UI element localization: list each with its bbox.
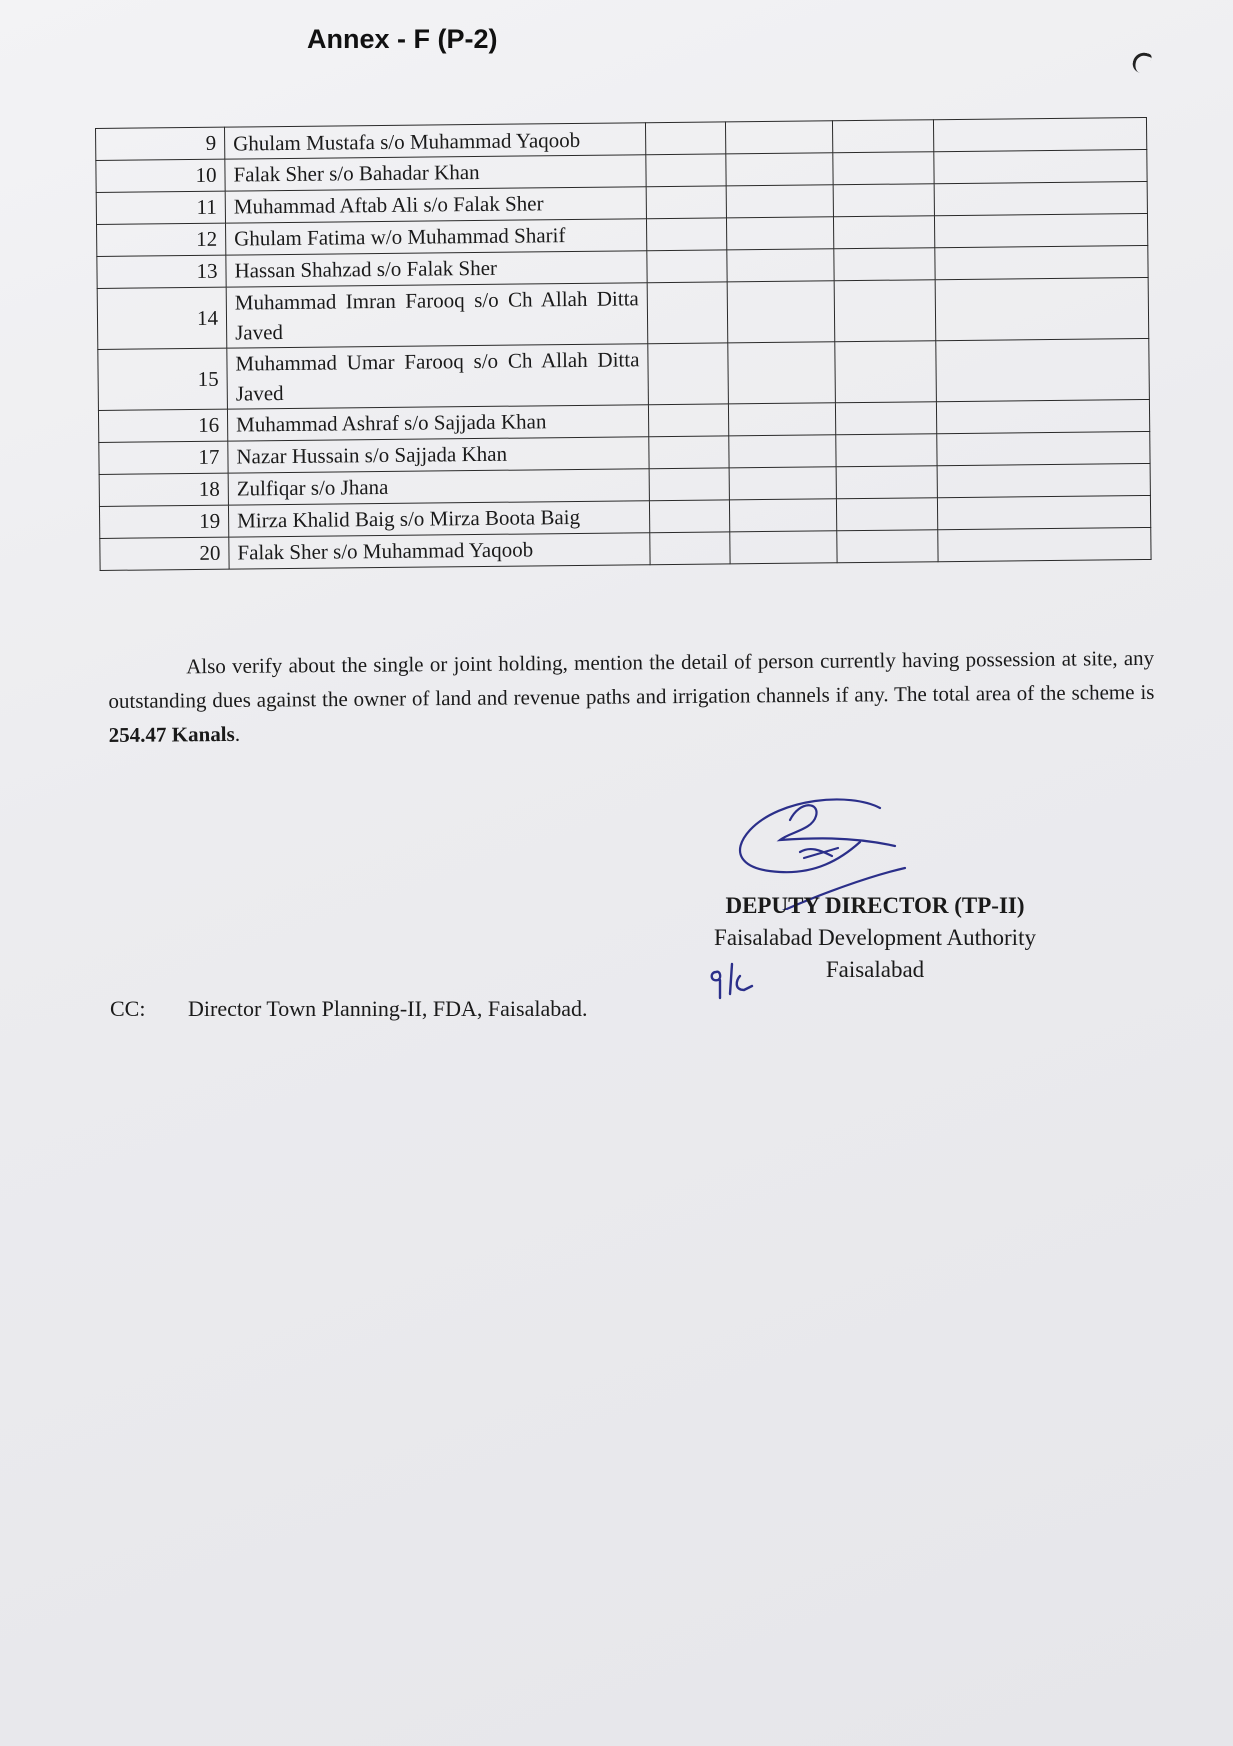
empty-cell xyxy=(647,250,727,283)
empty-cell xyxy=(726,185,833,218)
row-number: 19 xyxy=(99,505,228,538)
paragraph-end: . xyxy=(234,721,241,746)
row-number: 12 xyxy=(97,223,226,256)
table-row xyxy=(97,277,1149,349)
instruction-paragraph xyxy=(108,641,1155,752)
empty-cell xyxy=(649,500,729,533)
empty-cell xyxy=(646,154,726,187)
empty-cell xyxy=(936,338,1150,401)
owner-name: Hassan Shahzad s/o Falak Sher xyxy=(226,251,647,287)
document-title: Annex - F (P-2) xyxy=(307,24,498,54)
empty-cell xyxy=(937,431,1150,465)
empty-cell xyxy=(648,404,728,437)
organization: Faisalabad Development Authority xyxy=(714,925,1036,950)
signature-loop xyxy=(740,799,880,872)
owner-name: Nazar Hussain s/o Sajjada Khan xyxy=(228,437,649,473)
owner-name: Ghulam Fatima w/o Muhammad Sharif xyxy=(226,219,647,255)
empty-cell xyxy=(649,468,729,501)
empty-cell xyxy=(836,434,937,467)
empty-cell xyxy=(832,120,933,153)
empty-cell xyxy=(833,152,934,185)
empty-cell xyxy=(645,122,725,155)
cc-recipient: Director Town Planning-II, FDA, Faisalabad. xyxy=(188,996,588,1021)
row-number: 14 xyxy=(97,287,227,349)
empty-cell xyxy=(650,532,730,565)
total-area: 254.47 Kanals xyxy=(108,721,235,747)
signature-stroke xyxy=(780,805,895,846)
empty-cell xyxy=(726,153,833,186)
paragraph-text: Also verify about the single or joint holding, mention the detail of person currently having possession at site, any outstanding dues against the owner of land and revenue paths and irrigation channels if any. The total area of the scheme is xyxy=(108,645,1155,713)
row-number: 20 xyxy=(100,537,229,570)
empty-cell xyxy=(934,213,1147,247)
owner-name: Muhammad Aftab Ali s/o Falak Sher xyxy=(225,187,646,223)
empty-cell xyxy=(935,277,1149,340)
signature-scribble xyxy=(800,848,838,858)
empty-cell xyxy=(835,341,937,403)
empty-cell xyxy=(933,117,1146,151)
city: Faisalabad xyxy=(825,957,925,982)
owner-name: Mirza Khalid Baig s/o Mirza Boota Baig xyxy=(228,501,649,537)
owner-name: Muhammad Umar Farooq s/o Ch Allah Ditta Javed xyxy=(227,344,649,409)
cc-label: CC: xyxy=(110,996,146,1021)
corner-pen-mark xyxy=(1131,50,1153,75)
empty-cell xyxy=(729,499,836,532)
owner-name: Muhammad Imran Farooq s/o Ch Allah Ditta Javed xyxy=(226,283,648,348)
row-number: 9 xyxy=(96,127,225,160)
empty-cell xyxy=(729,467,836,500)
empty-cell xyxy=(649,436,729,469)
empty-cell xyxy=(727,249,834,282)
empty-cell xyxy=(834,248,935,281)
empty-cell xyxy=(835,402,936,435)
empty-cell xyxy=(729,435,836,468)
empty-cell xyxy=(934,181,1147,215)
empty-cell xyxy=(727,281,835,343)
empty-cell xyxy=(834,280,936,342)
designation: DEPUTY DIRECTOR (TP-II) xyxy=(725,893,1025,918)
row-number: 15 xyxy=(98,348,228,410)
empty-cell xyxy=(647,282,728,344)
empty-cell xyxy=(730,531,837,564)
empty-cell xyxy=(725,121,832,154)
empty-cell xyxy=(728,403,835,436)
empty-cell xyxy=(837,530,938,563)
row-number: 11 xyxy=(96,191,225,224)
row-number: 16 xyxy=(98,409,227,442)
row-number: 17 xyxy=(99,441,228,474)
empty-cell xyxy=(836,498,937,531)
empty-cell xyxy=(938,527,1151,561)
cc-line xyxy=(110,996,587,1022)
empty-cell xyxy=(728,342,836,404)
empty-cell xyxy=(936,399,1149,433)
empty-cell xyxy=(935,245,1148,279)
owners-table xyxy=(95,117,1152,571)
owner-name: Ghulam Mustafa s/o Muhammad Yaqoob xyxy=(224,123,645,159)
row-number: 10 xyxy=(96,159,225,192)
empty-cell xyxy=(833,216,934,249)
table-row xyxy=(98,338,1150,410)
owner-name: Falak Sher s/o Muhammad Yaqoob xyxy=(229,533,650,569)
empty-cell xyxy=(937,463,1150,497)
empty-cell xyxy=(934,149,1147,183)
owner-name: Muhammad Ashraf s/o Sajjada Khan xyxy=(227,405,648,441)
empty-cell xyxy=(646,186,726,219)
empty-cell xyxy=(833,184,934,217)
empty-cell xyxy=(726,217,833,250)
owner-name: Zulfiqar s/o Jhana xyxy=(228,469,649,505)
empty-cell xyxy=(836,466,937,499)
row-number: 13 xyxy=(97,255,226,288)
empty-cell xyxy=(648,343,729,405)
owner-name: Falak Sher s/o Bahadar Khan xyxy=(225,155,646,191)
handwritten-initials xyxy=(708,958,768,1008)
row-number: 18 xyxy=(99,473,228,506)
empty-cell xyxy=(937,495,1150,529)
empty-cell xyxy=(646,218,726,251)
